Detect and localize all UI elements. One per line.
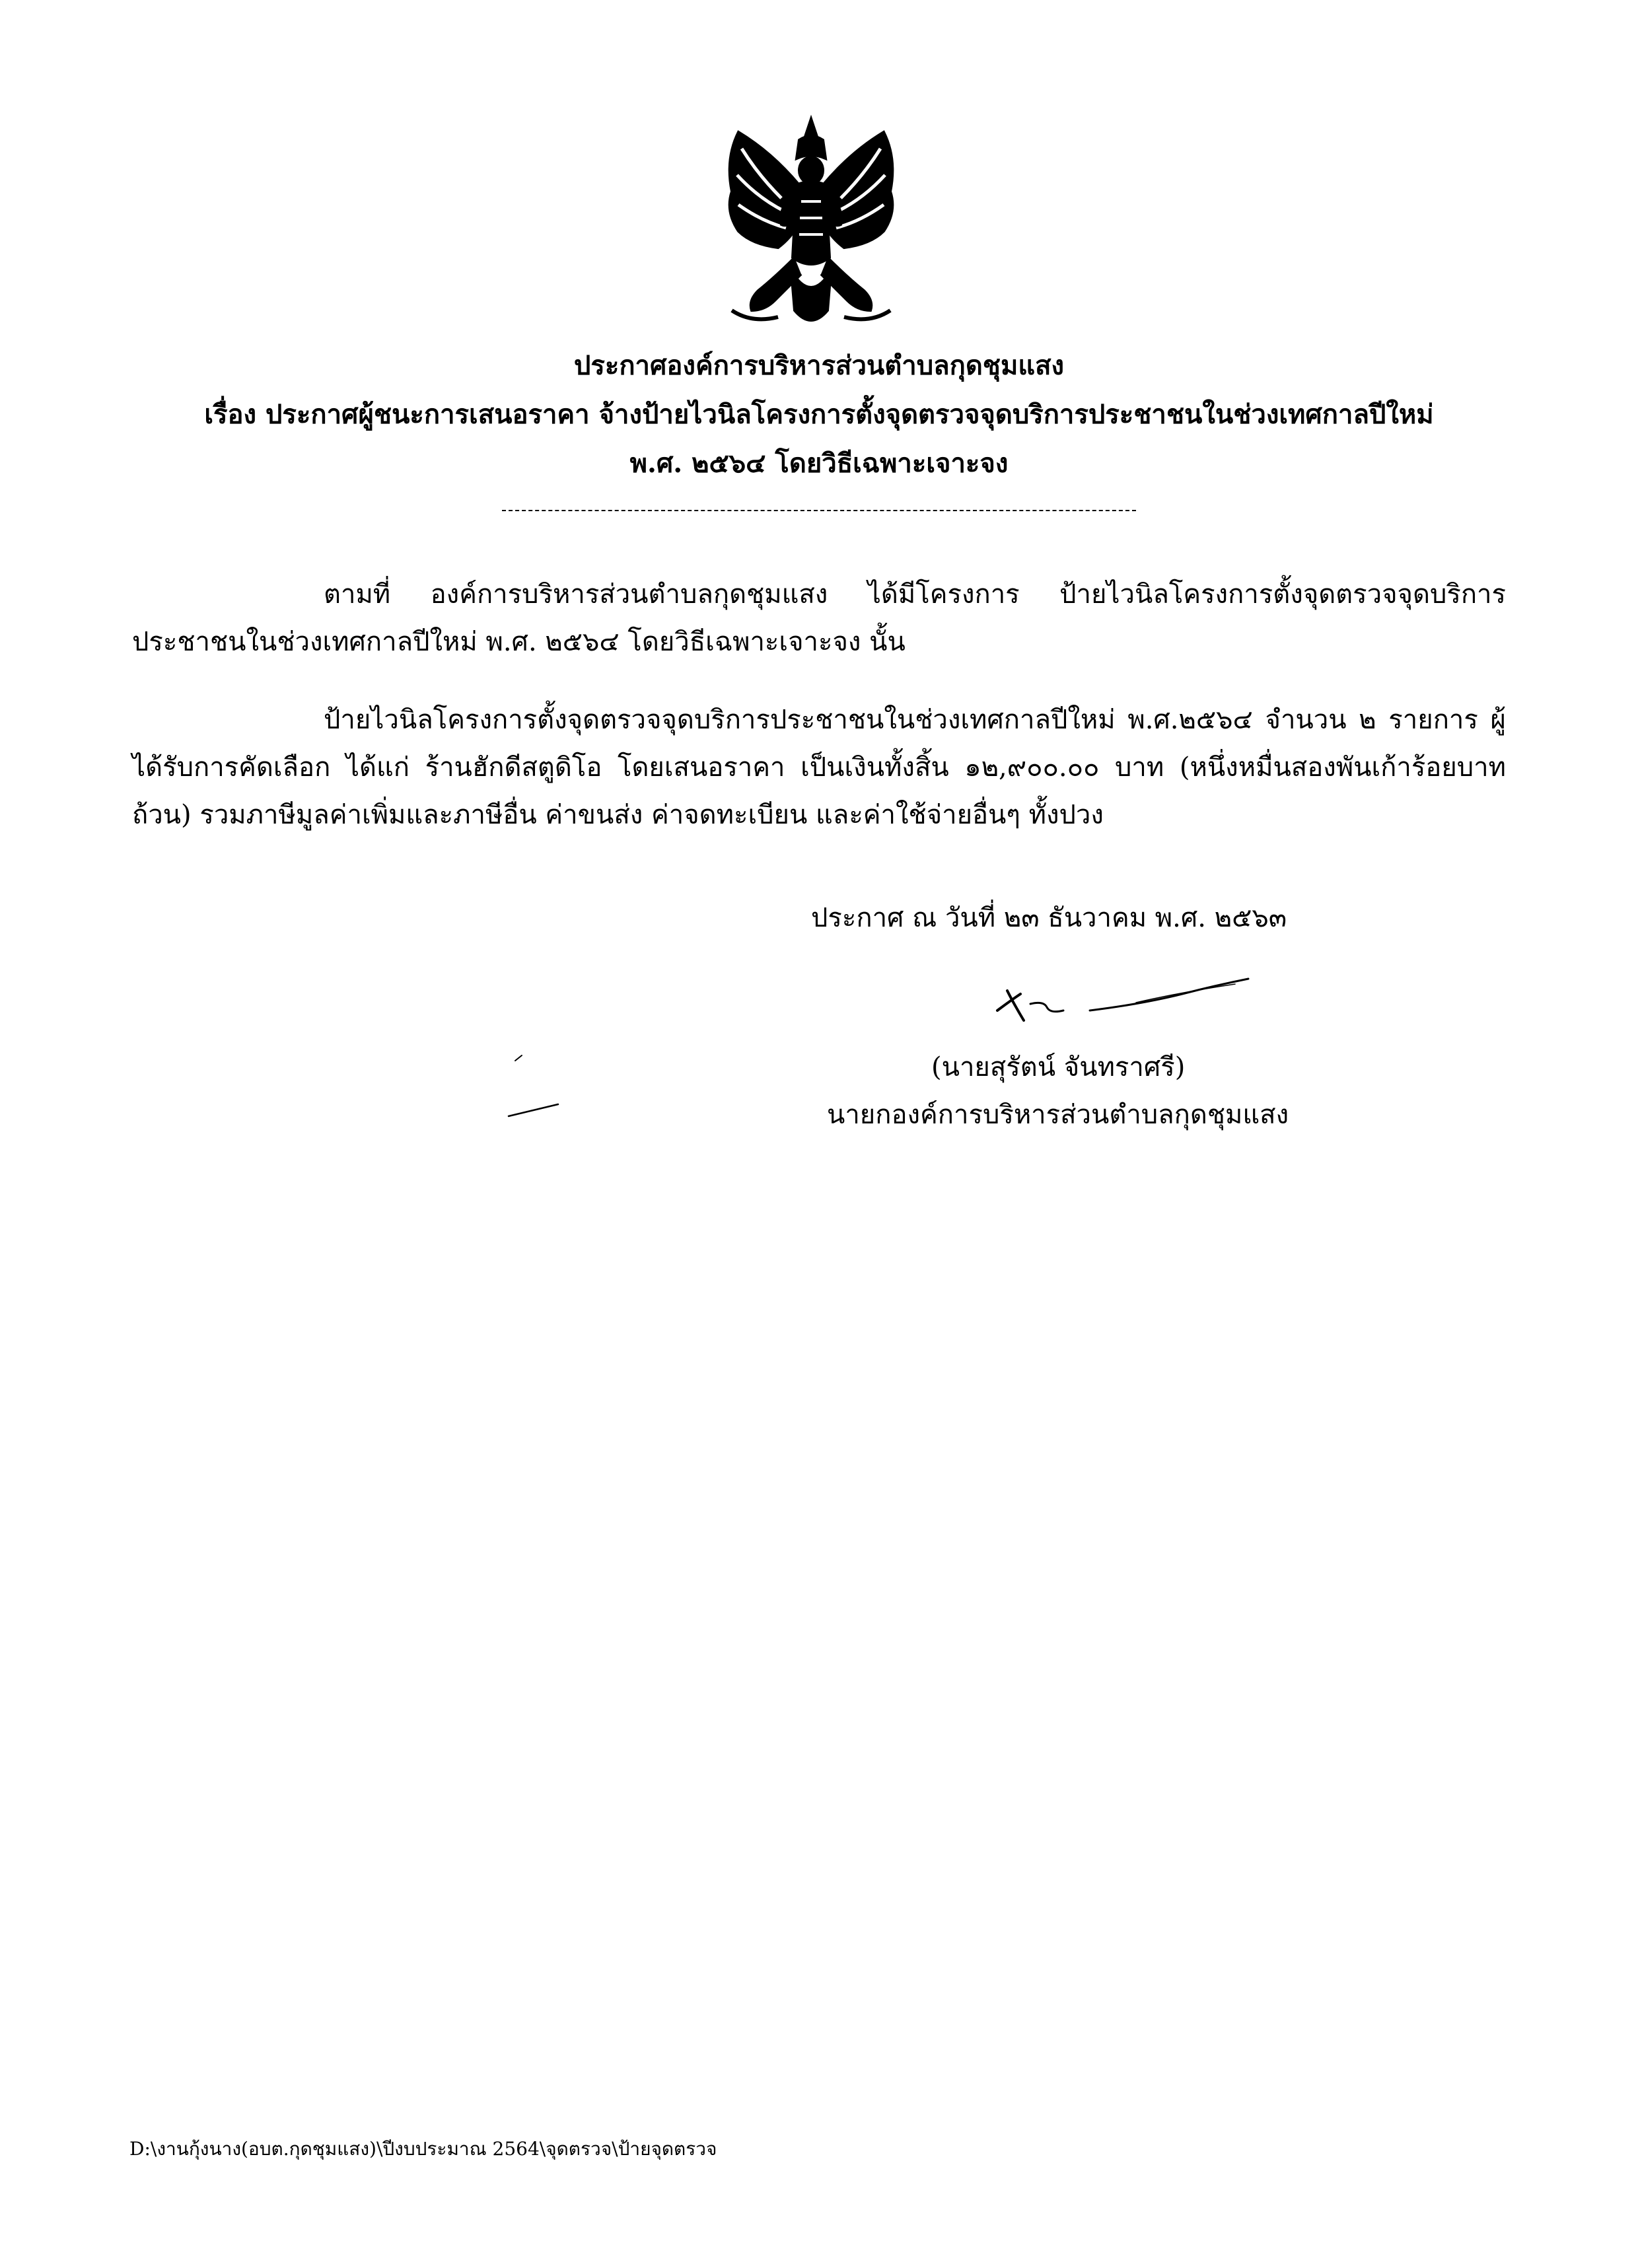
- handwritten-signature-icon: [984, 964, 1262, 1037]
- body-paragraph-1: ตามที่ องค์การบริหารส่วนตำบลกุดชุมแสง ได้มีโครงการ ป้ายไวนิลโครงการตั้งจุดตรวจจุดบริการประชาชนในช่วงเทศกาลปีใหม่ พ.ศ. ๒๕๖๔ โดยวิธีเฉพาะเจาะจง นั้น: [132, 579, 1506, 657]
- announcement-subject-continued: พ.ศ. ๒๕๖๔ โดยวิธีเฉพาะเจาะจง: [629, 448, 1009, 479]
- announcement-subject: เรื่อง ประกาศผู้ชนะการเสนอราคา จ้างป้ายไวนิลโครงการตั้งจุดตรวจจุดบริการประชาชนในช่วงเทศกาลปีใหม่: [204, 399, 1434, 430]
- garuda-emblem-icon: [712, 112, 910, 337]
- announcement-date: ประกาศ ณ วันที่ ๒๓ ธันวาคม พ.ศ. ๒๕๖๓: [811, 903, 1287, 933]
- title-divider: [502, 510, 1136, 511]
- body-paragraph-2: ป้ายไวนิลโครงการตั้งจุดตรวจจุดบริการประชาชนในช่วงเทศกาลปีใหม่ พ.ศ.๒๕๖๔ จำนวน ๒ รายการ ผู้ได้รับการคัดเลือก ได้แก่ ร้านฮักดีสตูดิโอ โดยเสนอราคา เป็นเงินทั้งสิ้น ๑๒,๙๐๐.๐๐ บาท (หนึ่งหมื่นสองพันเก้าร้อยบาทถ้วน) รวมภาษีมูลค่าเพิ่มและภาษีอื่น ค่าขนส่ง ค่าจดทะเบียน และค่าใช้จ่ายอื่นๆ ทั้งปวง: [132, 705, 1506, 830]
- signer-title: นายกองค์การบริหารส่วนตำบลกุดชุมแสง: [827, 1100, 1289, 1130]
- file-path-footer: D:\งานกุ้งนาง(อบต.กุดชุมแสง)\ปีงบประมาณ 2564\จุดตรวจ\ป้ายจุดตรวจ: [129, 2138, 717, 2160]
- stray-pen-marks: [502, 1050, 581, 1129]
- announcement-title: ประกาศองค์การบริหารส่วนตำบลกุดชุมแสง: [573, 350, 1065, 381]
- signer-name: (นายสุรัตน์ จันทราศรี): [931, 1052, 1186, 1082]
